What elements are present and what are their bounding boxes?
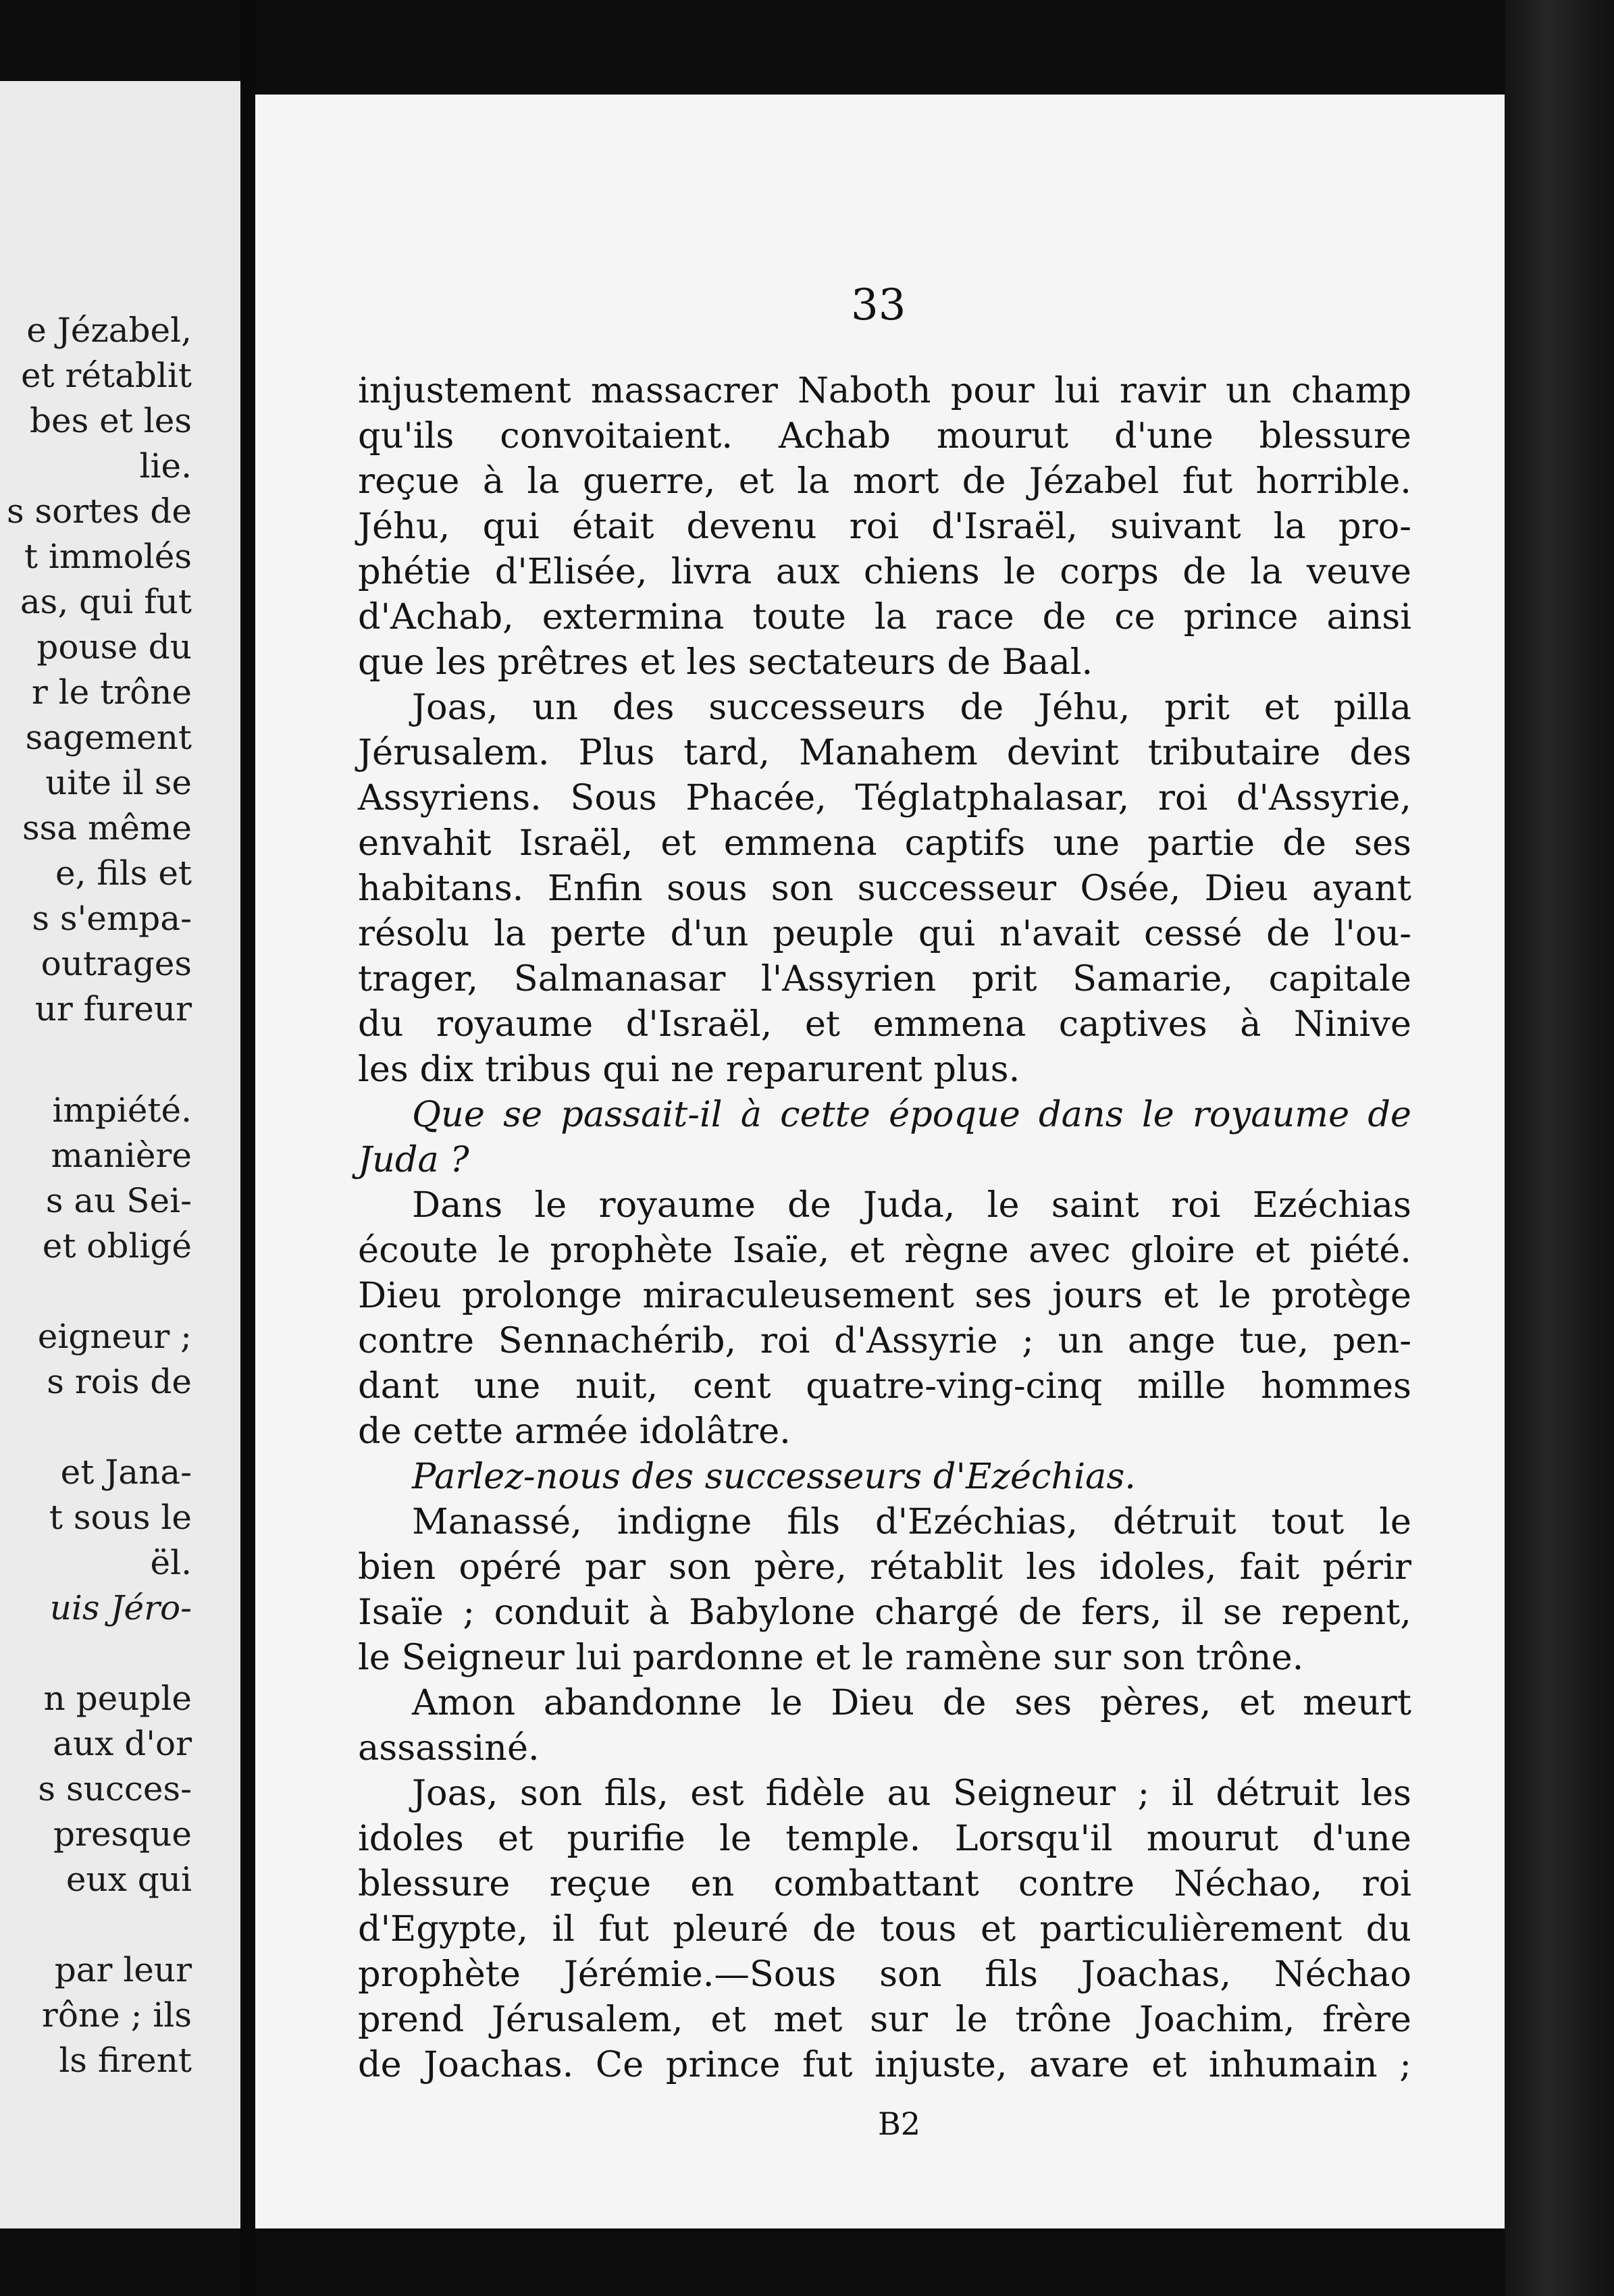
left-page-text-fragment: impiété. (52, 1091, 192, 1130)
text-line: d'Egypte, il fut pleuré de tous et particulièrement du (358, 1908, 1411, 1950)
text-line: d'Achab, extermina toute la race de ce prince ainsi (358, 596, 1411, 637)
left-page-text-fragment: presque (53, 1815, 192, 1854)
left-page-text-fragment: manière (51, 1136, 192, 1175)
signature-mark: B2 (878, 2106, 921, 2142)
text-line: Manassé, indigne fils d'Ezéchias, détruit tout le (412, 1501, 1411, 1542)
text-line: Jéhu, qui était devenu roi d'Israël, suivant la pro- (358, 506, 1411, 547)
left-page-text-fragment: uis Jéro- (49, 1588, 192, 1627)
text-line: Isaïe ; conduit à Babylone chargé de fers, il se repent, (358, 1592, 1411, 1633)
text-line: Dans le royaume de Juda, le saint roi Ezéchias (412, 1184, 1411, 1226)
text-line: phétie d'Elisée, livra aux chiens le corps de la veuve (358, 551, 1411, 592)
left-page-text-fragment: e Jézabel, (26, 311, 192, 350)
left-page-text-fragment: sagement (25, 718, 192, 757)
left-page-text-fragment: ssa même (22, 808, 192, 847)
left-page-text-fragment: ur fureur (34, 989, 192, 1028)
left-page-text-fragment: ël. (150, 1543, 192, 1582)
text-line: Joas, un des successeurs de Jéhu, prit et pilla (412, 687, 1411, 728)
left-page-text-fragment: t sous le (49, 1498, 192, 1537)
left-page-text-fragment: s rois de (47, 1362, 192, 1401)
left-page-text-fragment: et obligé (42, 1226, 192, 1266)
text-line: idoles et purifie le temple. Lorsqu'il mourut d'une (358, 1818, 1411, 1859)
text-line: dant une nuit, cent quatre-ving-cinq mille hommes (358, 1365, 1411, 1407)
text-line: du royaume d'Israël, et emmena captives à Ninive (358, 1003, 1411, 1045)
left-page-text-fragment: eux qui (66, 1860, 192, 1899)
question-line: Juda ? (358, 1139, 469, 1180)
text-line: contre Sennachérib, roi d'Assyrie ; un ange tue, pen- (358, 1320, 1411, 1361)
text-line: envahit Israël, et emmena captifs une partie de ses (358, 823, 1411, 864)
left-page-text-fragment: bes et les (30, 401, 192, 440)
left-page-text-fragment: s au Sei- (45, 1181, 192, 1220)
text-line: assassiné. (358, 1727, 540, 1769)
left-page-text-fragment: et rétablit (20, 356, 192, 395)
left-page-text-fragment: uite il se (45, 763, 192, 802)
question-line: Parlez-nous des successeurs d'Ezéchias. (412, 1456, 1136, 1497)
left-page-text-fragment: as, qui fut (20, 582, 192, 621)
left-page-text-fragment: t immolés (24, 537, 192, 576)
left-page-text-fragment: par leur (54, 1950, 192, 1989)
text-line: les dix tribus qui ne reparurent plus. (358, 1049, 1020, 1090)
left-page-text-fragment: eigneur ; (37, 1317, 192, 1356)
text-line: prophète Jérémie.—Sous son fils Joachas, Néchao (358, 1954, 1411, 1995)
left-page-text-fragment: s succes- (38, 1769, 192, 1808)
page-body-text (358, 368, 1411, 2087)
left-page-text-fragment: et Jana- (60, 1453, 192, 1492)
text-line: injustement massacrer Naboth pour lui ravir un champ (358, 370, 1411, 411)
text-line: que les prêtres et les sectateurs de Baal. (358, 642, 1093, 683)
text-line: Amon abandonne le Dieu de ses pères, et meurt (412, 1682, 1411, 1723)
text-line: habitans. Enfin sous son successeur Osée, Dieu ayant (358, 868, 1411, 909)
book-edge (1505, 0, 1614, 2296)
text-line: Jérusalem. Plus tard, Manahem devint tributaire des (358, 732, 1411, 773)
text-line: trager, Salmanasar l'Assyrien prit Samarie, capitale (358, 958, 1411, 999)
book-gutter (240, 0, 255, 2296)
left-page-text-fragment: e, fils et (55, 854, 192, 893)
text-line: reçue à la guerre, et la mort de Jézabel fut horrible. (358, 461, 1411, 502)
left-page-text-fragment: outrages (41, 944, 192, 983)
text-line: de Joachas. Ce prince fut injuste, avare et inhumain ; (358, 2044, 1411, 2085)
text-line: le Seigneur lui pardonne et le ramène sur son trône. (358, 1637, 1304, 1678)
text-line: résolu la perte d'un peuple qui n'avait cessé de l'ou- (358, 913, 1411, 954)
page-number: 33 (851, 280, 906, 330)
left-page-text-fragment: ls firent (59, 2041, 192, 2080)
text-line: de cette armée idolâtre. (358, 1411, 791, 1452)
left-page-text-fragment: s sortes de (6, 492, 192, 531)
left-page-text-fragment: rône ; ils (41, 1995, 192, 2035)
text-line: blessure reçue en combattant contre Néchao, roi (358, 1863, 1411, 1904)
text-line: prend Jérusalem, et met sur le trône Joachim, frère (358, 1999, 1411, 2040)
left-page-text-fragment: r le trône (31, 673, 192, 712)
left-page-text-fragment: aux d'or (53, 1724, 192, 1763)
text-line: Dieu prolonge miraculeusement ses jours et le protège (358, 1275, 1411, 1316)
left-page-text-fragment: n peuple (43, 1679, 192, 1718)
text-line: qu'ils convoitaient. Achab mourut d'une blessure (358, 415, 1411, 456)
text-line: Assyriens. Sous Phacée, Téglatphalasar, roi d'Assyrie, (358, 777, 1411, 818)
left-page-text-fragment: pouse du (36, 627, 192, 667)
left-page-text-fragment: lie. (139, 446, 192, 486)
text-line: Joas, son fils, est fidèle au Seigneur ; il détruit les (412, 1773, 1411, 1814)
text-line: bien opéré par son père, rétablit les idoles, fait périr (358, 1546, 1411, 1588)
question-line: Que se passait-il à cette époque dans le royaume de (412, 1094, 1411, 1135)
text-line: écoute le prophète Isaïe, et règne avec gloire et piété. (358, 1230, 1411, 1271)
left-page-fragment (0, 81, 240, 2228)
left-page-text-fragment: s s'empa- (32, 899, 192, 938)
